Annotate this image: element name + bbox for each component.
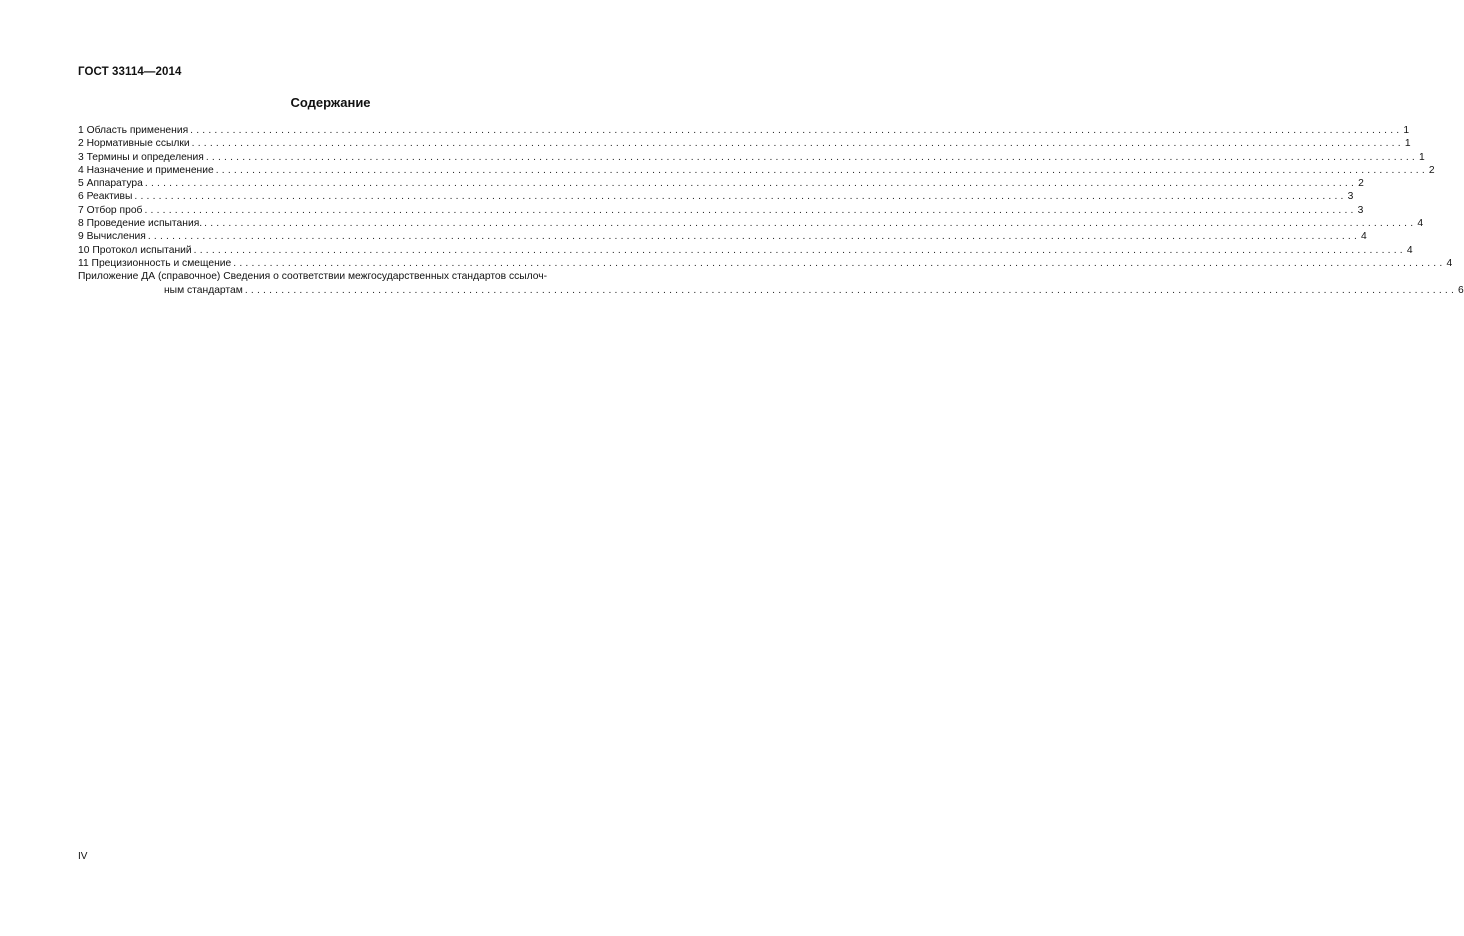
toc-leader-dots: ........................................................................................................................................................................................................	[134, 191, 1347, 203]
toc-entry-label: 8 Проведение испытания.	[78, 218, 203, 230]
toc-entry-label: 5 Аппаратура	[78, 178, 143, 190]
toc-leader-dots: ........................................................................................................................................................................................................	[233, 257, 1446, 269]
toc-entry-page: 4	[1406, 244, 1413, 256]
page-title: Содержание	[290, 95, 371, 110]
toc-leader-dots: ........................................................................................................................................................................................................	[215, 164, 1428, 176]
toc-entry[interactable]	[78, 137, 1411, 150]
toc-leader-dots: ........................................................................................................................................................................................................	[190, 125, 1403, 136]
toc-entry-page: 2	[1358, 178, 1364, 190]
toc-appendix-entry[interactable]	[78, 284, 1464, 297]
toc-appendix-label: ным стандартам	[164, 284, 243, 296]
toc-entry[interactable]	[78, 177, 1364, 190]
toc-entry-label: 9 Вычисления	[78, 231, 146, 243]
toc-entry-page: 4	[1446, 257, 1453, 269]
toc-entry[interactable]	[78, 217, 1424, 230]
toc-leader-dots: ........................................................................................................................................................................................................	[147, 231, 1361, 243]
toc-appendix-title[interactable]: Приложение ДА (справочное) Сведения о соответствии межгосударственных стандартов ссылоч-	[78, 271, 548, 283]
toc-entry[interactable]	[78, 230, 1367, 243]
toc-entry-page: 2	[1428, 164, 1435, 176]
toc-entry[interactable]	[78, 257, 1453, 270]
toc-entry-label: 1 Область применения	[78, 125, 189, 136]
toc-entry-page: 1	[1403, 125, 1410, 136]
toc-entry-page: 1	[1419, 151, 1425, 163]
toc-entry-label: 11 Прецизионность и смещение	[78, 257, 232, 269]
toc-entry[interactable]	[78, 151, 1425, 164]
toc-entry[interactable]	[78, 244, 1413, 257]
toc-leader-dots: ........................................................................................................................................................................................................	[244, 284, 1458, 296]
toc-entry[interactable]	[78, 124, 1410, 137]
toc-entry-label: 10 Протокол испытаний	[78, 244, 192, 256]
toc-entry-page: 1	[1404, 138, 1411, 150]
document-header: ГОСТ 33114—2014	[78, 66, 182, 78]
toc-entry-page: 4	[1361, 231, 1367, 243]
toc-entry-label: 6 Реактивы	[78, 191, 133, 203]
toc-entry-label: 7 Отбор проб	[78, 204, 143, 216]
toc-entry-page: 4	[1417, 218, 1424, 230]
toc-leader-dots: ........................................................................................................................................................................................................	[204, 218, 1417, 230]
toc-leader-dots: ........................................................................................................................................................................................................	[205, 151, 1418, 163]
toc-entry-page: 3	[1357, 204, 1364, 216]
toc-leader-dots: ........................................................................................................................................................................................................	[144, 204, 1357, 216]
toc-leader-dots: ........................................................................................................................................................................................................	[144, 178, 1358, 190]
toc-entry[interactable]	[78, 204, 1364, 217]
toc-appendix-page: 6	[1458, 284, 1464, 296]
table-of-contents	[78, 124, 1464, 297]
toc-leader-dots: ........................................................................................................................................................................................................	[193, 244, 1406, 256]
toc-entry[interactable]	[78, 164, 1435, 177]
toc-entry-label: 3 Термины и определения	[78, 151, 204, 163]
toc-leader-dots: ........................................................................................................................................................................................................	[191, 138, 1404, 150]
toc-entry-label: 4 Назначение и применение	[78, 164, 214, 176]
toc-entry-page: 3	[1347, 191, 1354, 203]
toc-entry-label: 2 Нормативные ссылки	[78, 138, 190, 150]
page-number: IV	[78, 851, 88, 862]
toc-entry[interactable]	[78, 190, 1354, 203]
